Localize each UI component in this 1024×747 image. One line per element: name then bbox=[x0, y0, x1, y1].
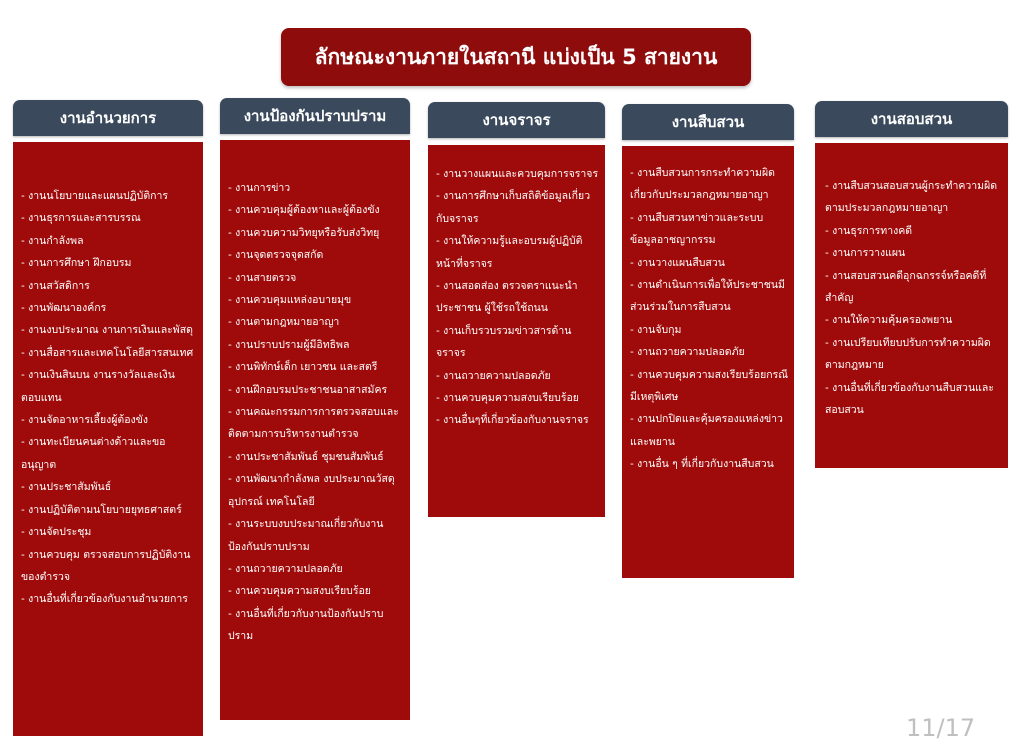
list-item: - งานทะเบียนคนต่างด้าวและขออนุญาต bbox=[21, 436, 166, 471]
administration-items bbox=[21, 185, 198, 611]
list-item: - งานคณะกรรมการการตรวจสอบและติดตามการบริหารงานตำรวจ bbox=[228, 406, 399, 441]
list-item: - งานควบคุมความสงบเรียบร้อย bbox=[436, 392, 579, 405]
list-item: - งานสื่อสารและเทคโนโลยีสารสนเทศ bbox=[21, 346, 194, 359]
list-item: - งานสืบสวนการกระทำความผิดเกี่ยวกับประมวลกฎหมายอาญา bbox=[630, 167, 775, 202]
list-item: - งานพัฒนาองค์กร bbox=[21, 302, 107, 315]
list-item: - งานสืบสวนสอบสวนผู้กระทำความผิดตามประมวลกฎหมายอาญา bbox=[825, 180, 998, 215]
list-item: - งานการวางแผน bbox=[825, 247, 906, 260]
list-item: - งานวางแผนสืบสวน bbox=[630, 256, 725, 269]
list-item: - งานพัฒนากำลังพล งบประมาณวัสดุ อุปกรณ์ เทคโนโลยี bbox=[228, 473, 395, 508]
list-item: - งานจับกุม bbox=[630, 323, 682, 336]
list-item: - งานสายตรวจ bbox=[228, 271, 297, 284]
list-item: - งานธุรการและสารบรรณ bbox=[21, 212, 141, 225]
list-item: - งานถวายความปลอดภัย bbox=[228, 562, 343, 575]
list-item: - งานถวายความปลอดภัย bbox=[436, 369, 551, 382]
list-item: - งานจัดประชุม bbox=[21, 526, 92, 539]
list-item: - งานเปรียบเทียบปรับการทำความผิดตามกฎหมาย bbox=[825, 336, 991, 372]
column-prevention-suppression bbox=[220, 140, 410, 720]
list-item: - งานอื่นที่เกี่ยวข้องกับงานอำนวยการ bbox=[21, 593, 188, 606]
list-item: - งานให้ความคุ้มครองพยาน bbox=[825, 314, 953, 327]
list-item: - งานควบคุมผู้ต้องหาและผู้ต้องขัง bbox=[228, 204, 380, 217]
investigation-items bbox=[630, 162, 789, 476]
list-item: - งานสืบสวนหาข่าวและระบบข้อมูลอาชญากรรม bbox=[630, 211, 764, 247]
list-item: - งานอื่นที่เกี่ยวข้องกับงานสืบสวนและสอบสวน bbox=[825, 381, 994, 417]
list-item: - งานควบคุมความสงเรียบร้อยกรณีมีเหตุพิเศษ bbox=[630, 368, 789, 404]
list-item: - งานดำเนินการเพื่อให้ประชาชนมีส่วนร่วมในการสืบสวน bbox=[630, 279, 785, 314]
list-item: - งานเก็บรวบรวมข่าวสารด้านจราจร bbox=[436, 324, 572, 360]
list-item: - งานสอดส่อง ตรวจตราแนะนำประชาชน ผู้ใช้รถใช้ถนน bbox=[436, 280, 578, 315]
inquiry-items bbox=[825, 175, 1003, 421]
list-item: - งานอื่น ๆ ที่เกี่ยวกับงานสืบสวน bbox=[630, 458, 774, 471]
list-item: - งานตามกฎหมายอาญา bbox=[228, 316, 340, 329]
header-prevention-suppression: งานป้องกันปราบปราม bbox=[220, 98, 410, 134]
column-traffic bbox=[428, 145, 605, 517]
header-investigation: งานสืบสวน bbox=[622, 104, 794, 140]
list-item: - งานอื่นๆที่เกี่ยวข้องกับงานจราจร bbox=[436, 414, 589, 427]
slide-title: ลักษณะงานภายในสถานี แบ่งเป็น 5 สายงาน bbox=[281, 28, 751, 86]
list-item: - งานการศึกษา ฝึกอบรม bbox=[21, 257, 132, 270]
list-item: - งานควบคุม ตรวจสอบการปฏิบัติงานของตำรวจ bbox=[21, 548, 191, 583]
list-item: - งานระบบงบประมาณเกี่ยวกับงานป้องกันปราบปราม bbox=[228, 518, 384, 553]
header-traffic: งานจราจร bbox=[428, 102, 605, 138]
list-item: - งานให้ความรู้และอบรมผู้ปฏิบัติหน้าที่จราจร bbox=[436, 235, 583, 270]
list-item: - งานนโยบายและแผนปฏิบัติการ bbox=[21, 190, 169, 202]
list-item: - งานสวัสดิการ bbox=[21, 279, 90, 292]
list-item: - งานกำลังพล bbox=[21, 234, 84, 247]
column-investigation bbox=[622, 146, 794, 578]
list-item: - งานปกปิดและคุ้มครองแหล่งข่าวและพยาน bbox=[630, 413, 783, 448]
list-item: - งานควบความวิทยุหรือรับส่งวิทยุ bbox=[228, 226, 380, 239]
list-item: - งานการข่าว bbox=[228, 182, 291, 194]
list-item: - งานจุดตรวจจุดสกัด bbox=[228, 249, 324, 262]
list-item: - งานปราบปรามผู้มีอิทธิพล bbox=[228, 338, 350, 351]
header-administration: งานอำนวยการ bbox=[13, 100, 203, 136]
traffic-items bbox=[436, 163, 600, 432]
list-item: - งานประชาสัมพันธ์ bbox=[21, 481, 112, 494]
list-item: - งานสอบสวนคดีอุกฉกรรจ์หรือคดีที่สำคัญ bbox=[825, 269, 987, 305]
list-item: - งานวางแผนและควบคุมการจราจร bbox=[436, 168, 599, 180]
list-item: - งานงบประมาณ งานการเงินและพัสดุ bbox=[21, 324, 193, 337]
list-item: - งานเงินสินบน งานรางวัลและเงินตอบแทน bbox=[21, 369, 175, 404]
list-item: - งานควบคุมแหล่งอบายมุข bbox=[228, 294, 352, 307]
list-item: - งานการศึกษาเก็บสถิติข้อมูลเกี่ยวกับจราจร bbox=[436, 190, 591, 225]
list-item: - งานจัดอาหารเลี้ยงผู้ต้องขัง bbox=[21, 414, 148, 427]
list-item: - งานปฏิบัติตามนโยบายยุทธศาสตร์ bbox=[21, 503, 182, 516]
list-item: - งานถวายความปลอดภัย bbox=[630, 346, 745, 359]
list-item: - งานธุรการทางคดี bbox=[825, 224, 913, 237]
list-item: - งานฝึกอบรมประชาชนอาสาสมัคร bbox=[228, 383, 388, 396]
column-administration bbox=[13, 142, 203, 736]
prevention-suppression-items bbox=[228, 177, 405, 648]
column-inquiry bbox=[815, 143, 1008, 468]
list-item: - งานประชาสัมพันธ์ ชุมชนสัมพันธ์ bbox=[228, 450, 384, 463]
list-item: - งานควบคุมความสงบเรียบร้อย bbox=[228, 585, 371, 598]
header-inquiry: งานสอบสวน bbox=[815, 101, 1008, 137]
page-number: 11/17 bbox=[906, 714, 976, 742]
list-item: - งานพิทักษ์เด็ก เยาวชน และสตรี bbox=[228, 361, 378, 374]
list-item: - งานอื่นที่เกี่ยวกับงานป้องกันปราบปราม bbox=[228, 607, 384, 643]
